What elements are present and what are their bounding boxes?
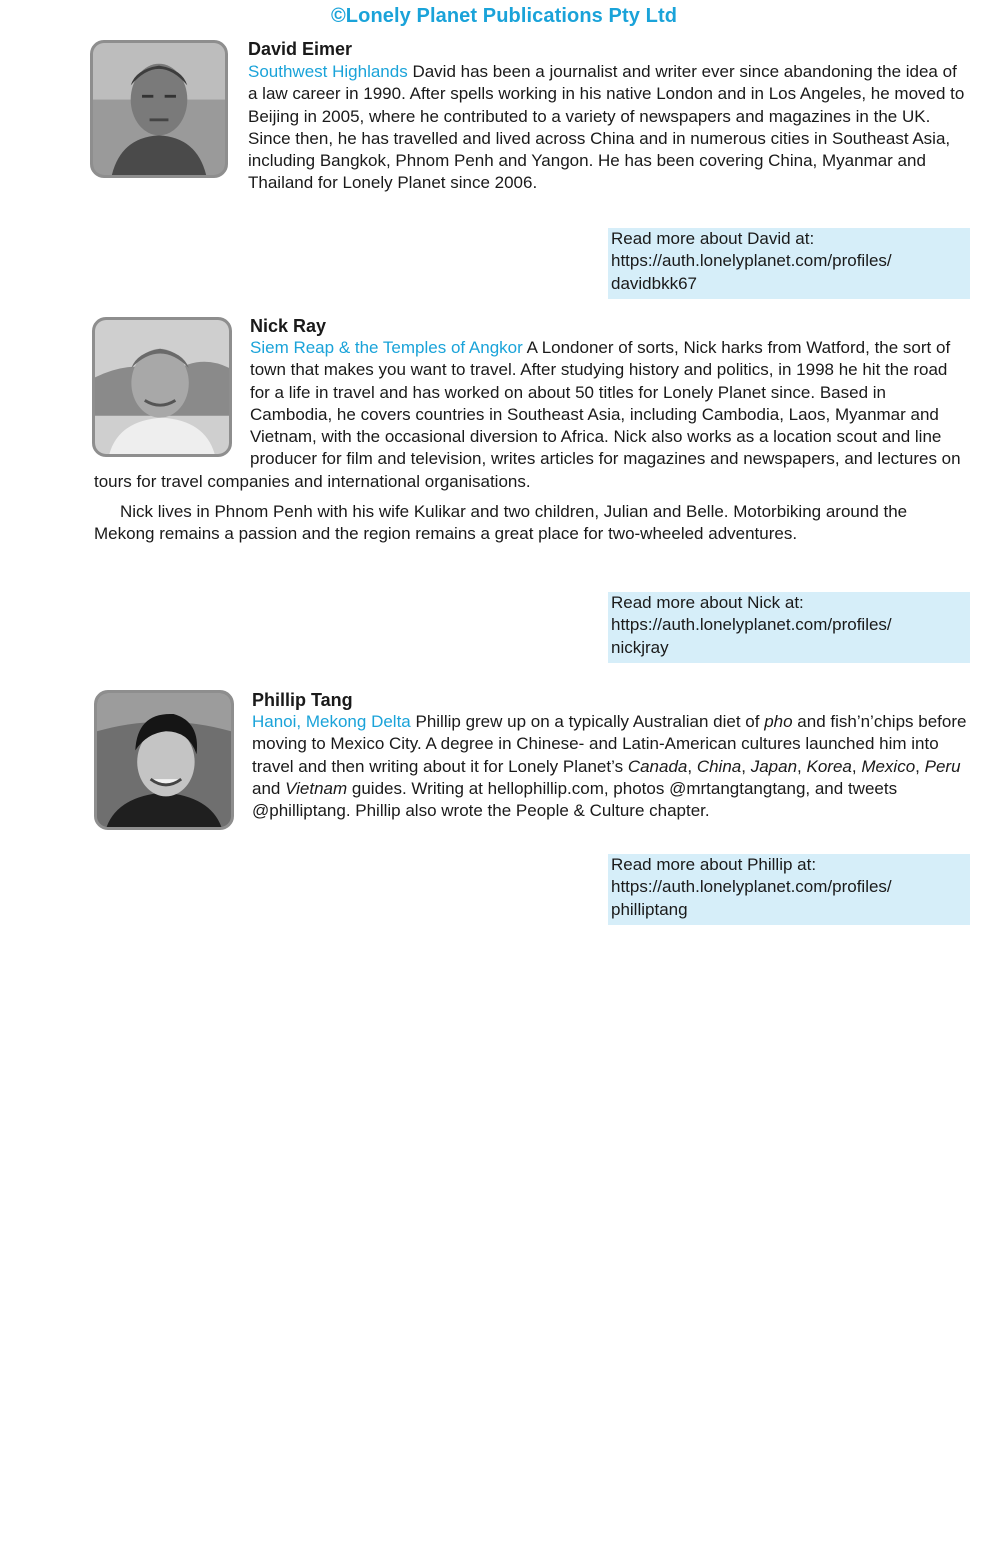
author-bio: Hanoi, Mekong Delta Phillip grew up on a typically Australian diet of pho and fish’n’chips before moving to Mexico City. A degree in Chinese- and Latin-American cultures launched him into travel and then writing about it for Lonely Planet’s Canada, China, Japan, Korea, Mexico, Peru and Vietnam guides. Writing at hellophillip.com, photos @mrtangtangtang, and tweets @philliptang. Phillip also wrote the People & Culture chapter. (252, 712, 967, 821)
author-bio-paragraph: Nick lives in Phnom Penh with his wife Kulikar and two children, Julian and Belle. Motorbiking around the Mekong remains a passion and the region remains a great place for two-wheeled adventures. (94, 502, 908, 544)
bio-text: A Londoner of sorts, Nick harks from Watford, the sort of town that makes you want to travel. After studying history and politics, in 1998 he hit the road for a life in travel and has worked on about 50 titles for Lonely Planet since. Based in Cambodia, he covers countries in Southeast Asia, including Cambodia, Laos, Myanmar and Vietnam, with the occasional diversion to Africa. Nick also works as a location scout and line producer for film and television, writes articles for magazines and newspapers, and lectures on tours for travel companies and international organisations. (94, 338, 961, 491)
bio-text: David has been a journalist and writer ever since abandoning the idea of a law career in 1990. After spells working in his native London and in Los Angeles, he moved to Beijing in 2005, where he contributed to a variety of newspapers and magazines in the UK. Since then, he has travelled and lived across China and in numerous cities in Southeast Asia, including Bangkok, Phnom Penh and Yangon. He has been covering China, Myanmar and Thailand for Lonely Planet since 2006. (248, 62, 965, 193)
read-more-label: Read more about Phillip at: (611, 855, 817, 874)
author-name: Nick Ray (250, 316, 327, 336)
read-more-box[interactable] (608, 854, 970, 925)
author-david-eimer (90, 39, 970, 293)
portrait-image (95, 320, 229, 454)
author-name: Phillip Tang (252, 690, 353, 710)
portrait-image (97, 693, 231, 827)
author-nick-ray (90, 316, 970, 657)
copyright-header: ©Lonely Planet Publications Pty Ltd (330, 5, 678, 27)
region-link[interactable]: Hanoi, Mekong Delta (252, 712, 411, 731)
author-phillip-tang (90, 690, 970, 919)
read-more-url[interactable]: https://auth.lonelyplanet.com/profiles/ (611, 251, 892, 271)
read-more-box[interactable] (608, 228, 970, 299)
author-photo (94, 690, 234, 830)
region-link[interactable]: Siem Reap & the Temples of Angkor (250, 338, 523, 357)
read-more-label: Read more about David at: (611, 229, 815, 248)
region-link[interactable]: Southwest Highlands (248, 62, 408, 81)
author-photo (90, 40, 228, 178)
read-more-url[interactable]: https://auth.lonelyplanet.com/profiles/ (611, 877, 892, 897)
portrait-image (93, 43, 225, 175)
author-name: David Eimer (248, 39, 353, 59)
read-more-url-handle[interactable]: philliptang (611, 899, 688, 919)
read-more-box[interactable] (608, 592, 970, 663)
read-more-url-handle[interactable]: nickjray (611, 637, 669, 657)
author-photo (92, 317, 232, 457)
read-more-label: Read more about Nick at: (611, 593, 804, 612)
read-more-url-handle[interactable]: davidbkk67 (611, 273, 698, 293)
read-more-url[interactable]: https://auth.lonelyplanet.com/profiles/ (611, 615, 892, 635)
